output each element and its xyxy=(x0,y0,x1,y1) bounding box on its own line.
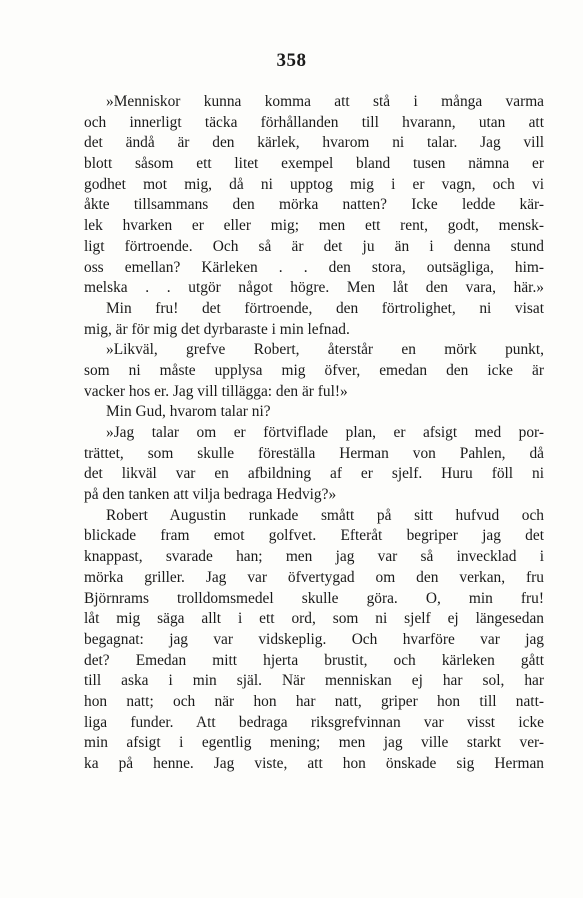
text-line: hon natt; och när hon har natt, griper hon till natt- xyxy=(84,692,544,710)
text-line: ligt förtroende. Och så är det ju än i denna stund xyxy=(84,237,544,255)
text-line: trättet, som skulle föreställa Herman von Pahlen, då xyxy=(84,444,544,462)
text-line: liga funder. Att bedraga riksgrefvinnan var visst icke xyxy=(84,713,544,731)
text-line: som ni måste upplysa mig öfver, emedan den icke är xyxy=(84,361,544,379)
text-line: på den tanken att vilja bedraga Hedvig?» xyxy=(84,486,337,504)
page-number: 358 xyxy=(276,50,307,71)
text-line: mörka griller. Jag var öfvertygad om den verkan, fru xyxy=(84,568,544,586)
body-text xyxy=(84,92,544,775)
text-line: Björnrams trolldomsmedel skulle göra. O, min fru! xyxy=(84,589,544,607)
text-line: det ändå är den kärlek, hvarom ni talar. Jag vill xyxy=(84,134,544,152)
text-line: vacker hos er. Jag vill tillägga: den är ful!» xyxy=(84,382,348,400)
text-line: min afsigt i egentlig mening; men jag ville starkt ver- xyxy=(84,734,544,752)
text-line: det likväl var en afbildning af er sjelf. Huru föll ni xyxy=(84,465,544,483)
text-line: Min fru! det förtroende, den förtrolighet, ni visat xyxy=(106,299,544,317)
text-line: blott såsom ett litet exempel bland tusen nämna er xyxy=(84,155,544,173)
text-line: mig, är för mig det dyrbaraste i min lefnad. xyxy=(84,320,350,338)
text-line: ka på henne. Jag viste, att hon önskade sig Herman xyxy=(84,755,544,772)
text-line: Robert Augustin runkade smått på sitt hufvud och xyxy=(106,506,544,524)
text-line: låt mig säga allt i ett ord, som ni sjelf ej längesedan xyxy=(84,610,544,628)
text-line: begagnat: jag var vidskeplig. Och hvarföre var jag xyxy=(84,630,544,648)
text-line: det? Emedan mitt hjerta brustit, och kärleken gått xyxy=(84,651,544,669)
text-line: blickade fram emot golfvet. Efteråt begriper jag det xyxy=(84,527,544,545)
text-line: och innerligt täcka förhållanden till hvarann, utan att xyxy=(84,113,544,131)
text-line: Min Gud, hvarom talar ni? xyxy=(106,403,271,421)
text-line: till aska i min själ. När menniskan ej har sol, har xyxy=(84,672,544,690)
text-line: »Jag talar om er förtviflade plan, er afsigt med por- xyxy=(106,424,544,441)
text-line: »Likväl, grefve Robert, återstår en mörk punkt, xyxy=(106,341,544,359)
text-line: »Menniskor kunna komma att stå i många varma xyxy=(106,93,544,110)
text-line: oss emellan? Kärleken . . den stora, outsägliga, him- xyxy=(84,258,544,276)
text-line: åkte tillsammans den mörka natten? Icke ledde kär- xyxy=(84,196,544,214)
text-line: melska . . utgör något högre. Men låt den vara, här.» xyxy=(84,279,544,297)
text-line: godhet mot mig, då ni upptog mig i er vagn, och vi xyxy=(84,175,544,193)
text-line: lek hvarken er eller mig; men ett rent, godt, mensk- xyxy=(84,217,544,235)
text-line: knappast, svarade han; men jag var så invecklad i xyxy=(84,548,544,566)
